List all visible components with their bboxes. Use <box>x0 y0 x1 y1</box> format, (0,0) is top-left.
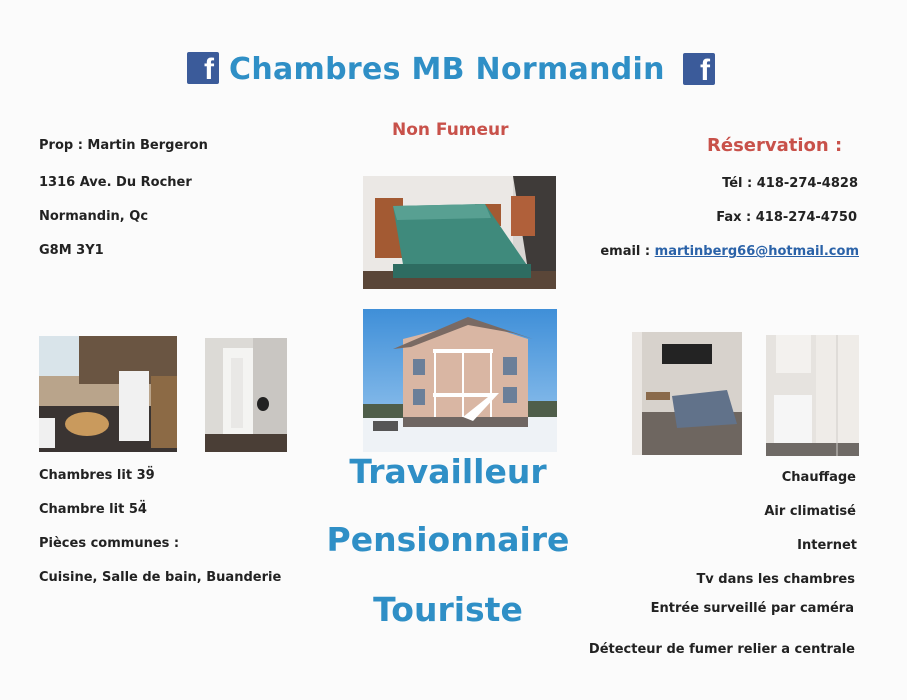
email-line <box>600 244 859 259</box>
room-54: Chambre lit 54̈ <box>39 502 147 517</box>
owner-name: Prop : Martin Bergeron <box>39 138 208 153</box>
reservation-heading: Réservation : <box>707 135 843 156</box>
hallway-photo <box>205 338 287 452</box>
audience-worker: Travailleur <box>349 452 547 491</box>
bedroom-photo <box>363 176 556 289</box>
email-label: email : <box>600 244 651 259</box>
facebook-icon-left[interactable] <box>187 52 219 84</box>
bedroom-right-photo <box>632 332 742 455</box>
audience-tourist: Touriste <box>373 590 523 629</box>
fax: Fax : 418-274-4750 <box>716 210 857 225</box>
facebook-icon-right[interactable] <box>683 53 715 85</box>
telephone: Tél : 418-274-4828 <box>722 176 858 191</box>
common-areas-heading: Pièces communes : <box>39 536 180 551</box>
kitchen-photo <box>39 336 177 452</box>
common-areas-list: Cuisine, Salle de bain, Buanderie <box>39 570 282 585</box>
non-smoking-label: Non Fumeur <box>392 120 509 140</box>
laundry-photo <box>766 335 859 456</box>
email-link[interactable]: martinberg66@hotmail.com <box>654 244 859 259</box>
rooms-39: Chambres lit 39̈ <box>39 468 155 483</box>
amenity-tv: Tv dans les chambres <box>696 572 855 587</box>
amenity-heating: Chauffage <box>781 470 856 485</box>
amenity-smoke-detector: Détecteur de fumer relier a centrale <box>588 642 855 657</box>
amenity-camera: Entrée surveillé par caméra <box>650 601 854 616</box>
street-address: 1316 Ave. Du Rocher <box>39 175 192 190</box>
postal-code: G8M 3Y1 <box>39 243 104 258</box>
amenity-internet: Internet <box>797 538 857 553</box>
facebook-glyph: f <box>700 54 710 85</box>
amenity-ac: Air climatisé <box>764 504 856 519</box>
audience-boarder: Pensionnaire <box>326 520 570 559</box>
house-photo <box>363 309 557 452</box>
city: Normandin, Qc <box>39 209 149 224</box>
facebook-glyph: f <box>204 53 214 84</box>
page-title: Chambres MB Normandin <box>229 52 665 87</box>
